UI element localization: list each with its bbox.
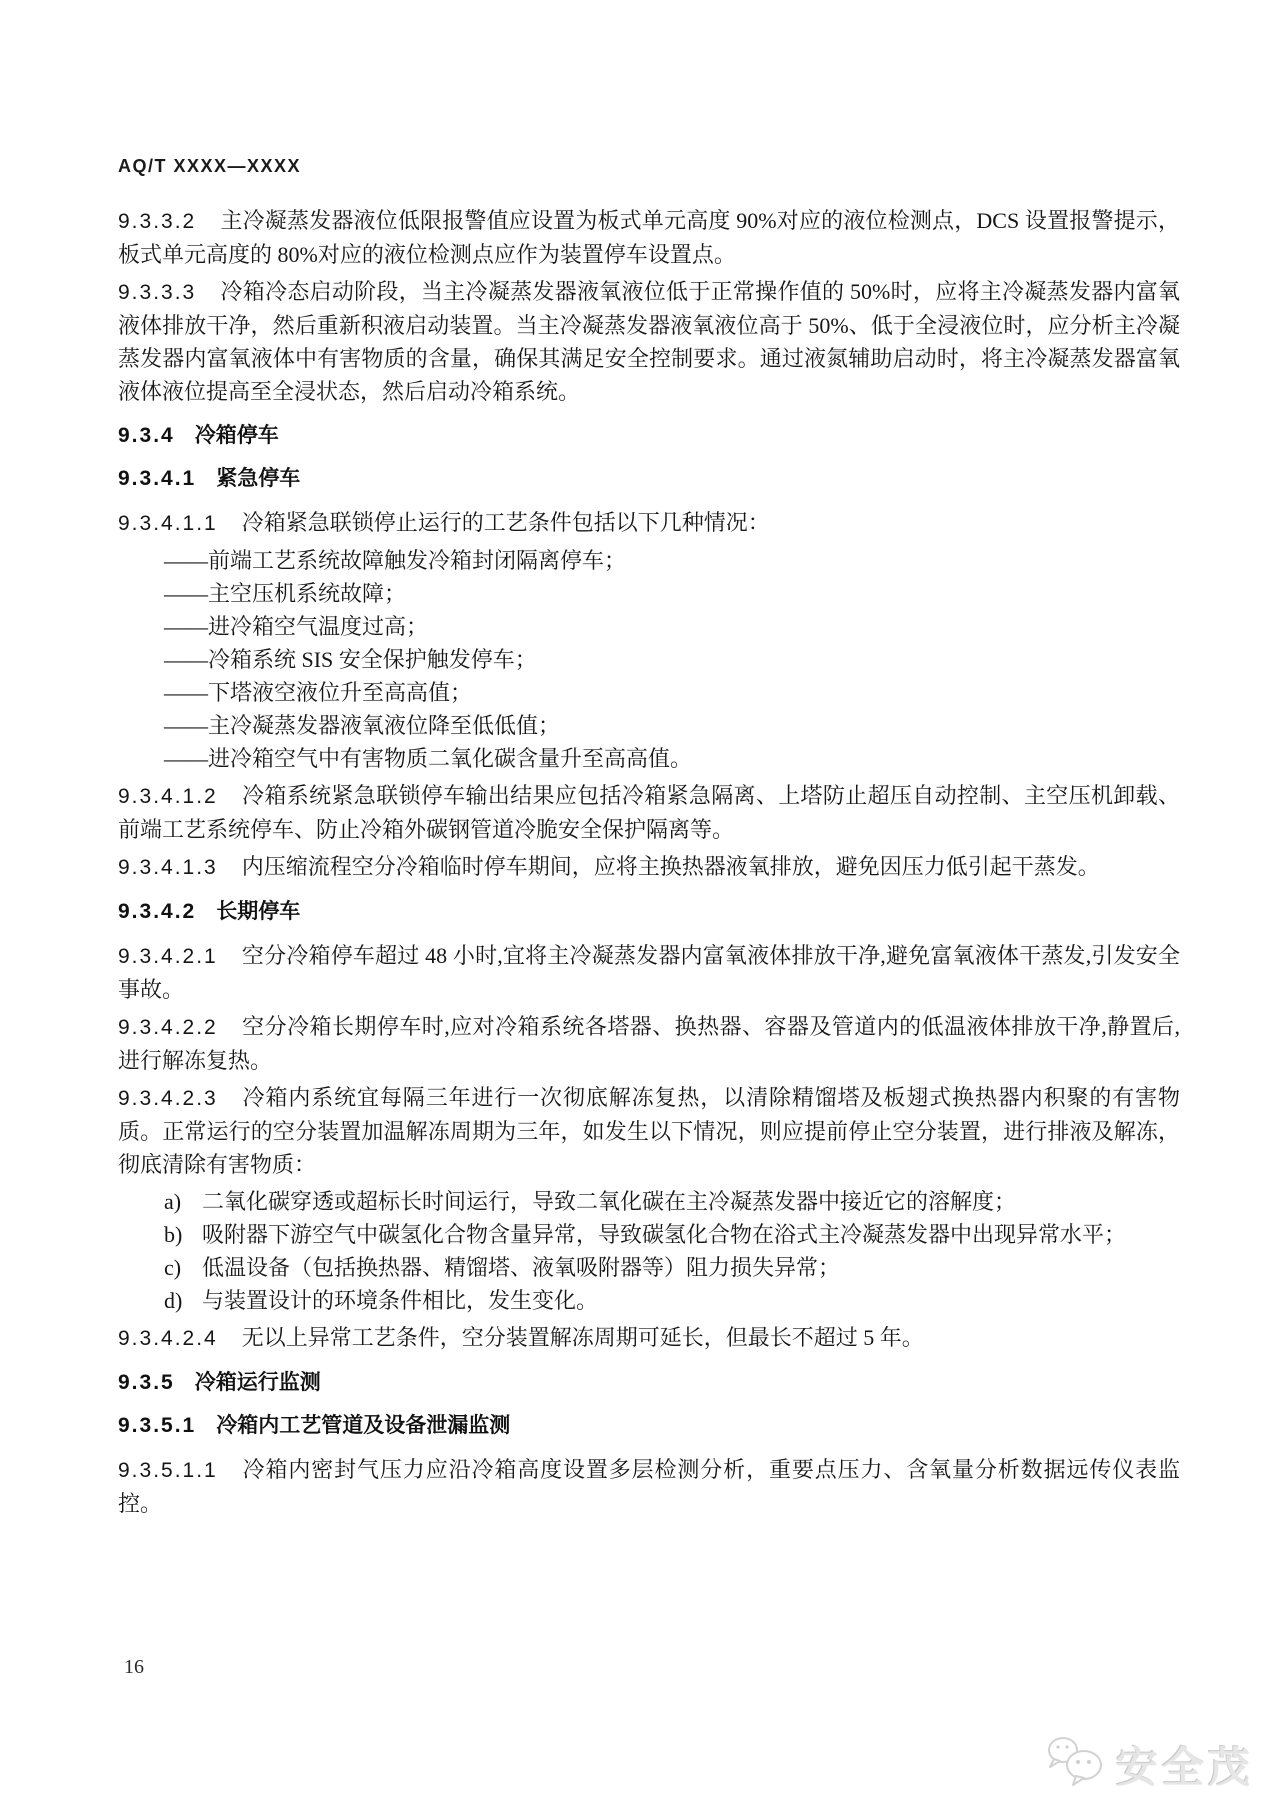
clause-93424 bbox=[118, 1321, 1180, 1355]
list-item-c bbox=[118, 1251, 1180, 1284]
heading-9341 bbox=[118, 464, 1180, 494]
clause-text: 空分冷箱长期停车时,应对冷箱系统各塔器、换热器、容器及管道内的低温液体排放干净,静置后,进行解冻复热。 bbox=[118, 1014, 1180, 1073]
list-item: ——进冷箱空气中有害物质二氧化碳含量升至高高值。 bbox=[164, 746, 693, 771]
heading-number: 9.3.5 bbox=[118, 1371, 175, 1394]
list-item: ——前端工艺系统故障触发冷箱封闭隔离停车； bbox=[164, 548, 627, 573]
clause-93423 bbox=[118, 1081, 1180, 1181]
list-item: ——主空压机系统故障； bbox=[164, 581, 407, 606]
heading-text: 冷箱停车 bbox=[194, 424, 279, 447]
clause-93421 bbox=[118, 939, 1180, 1006]
clause-number: 9.3.4.2.2 bbox=[118, 1016, 218, 1039]
watermark-text: 安全茂 bbox=[1115, 1743, 1254, 1791]
page-number: 16 bbox=[124, 1656, 144, 1678]
clause-9333 bbox=[118, 275, 1180, 408]
list-marker: d) bbox=[164, 1288, 183, 1313]
heading-text: 紧急停车 bbox=[216, 467, 301, 490]
list-item: ——进冷箱空气温度过高； bbox=[164, 614, 429, 639]
clause-number: 9.3.3.3 bbox=[118, 281, 197, 304]
clause-text: 内压缩流程空分冷箱临时停车期间，应将主换热器液氧排放，避免因压力低引起干蒸发。 bbox=[241, 854, 1100, 879]
list-marker: a) bbox=[164, 1189, 182, 1214]
list-text: 二氧化碳穿透或超标长时间运行，导致二氧化碳在主冷凝蒸发器中接近它的溶解度； bbox=[202, 1189, 1017, 1214]
list-item-b bbox=[118, 1218, 1180, 1251]
heading-text: 冷箱运行监测 bbox=[194, 1371, 321, 1394]
clause-text: 冷箱内系统宜每隔三年进行一次彻底解冻复热，以清除精馏塔及板翅式换热器内积聚的有害物质。正常运行的空分装置加温解冻周期为三年，如发生以下情况，则应提前停止空分装置，进行排液及解冻，彻底清除有害物质： bbox=[118, 1085, 1180, 1177]
list-item: ——主冷凝蒸发器液氧液位降至低低值； bbox=[164, 713, 561, 738]
list-item-d bbox=[118, 1284, 1180, 1317]
document-content bbox=[118, 0, 1180, 1524]
list-text: 低温设备（包括换热器、精馏塔、液氧吸附器等）阻力损失异常； bbox=[202, 1255, 841, 1280]
heading-text: 冷箱内工艺管道及设备泄漏监测 bbox=[216, 1414, 511, 1437]
clause-number: 9.3.4.1.2 bbox=[118, 785, 218, 808]
clause-93411 bbox=[118, 506, 1180, 540]
clause-text: 冷箱紧急联锁停止运行的工艺条件包括以下几种情况： bbox=[241, 510, 770, 535]
list-item: ——冷箱系统 SIS 安全保护触发停车； bbox=[164, 647, 537, 672]
heading-934 bbox=[118, 421, 1180, 451]
clause-text: 冷箱内密封气压力应沿冷箱高度设置多层检测分析，重要点压力、含氧量分析数据远传仪表监控。 bbox=[118, 1457, 1180, 1516]
heading-9351 bbox=[118, 1411, 1180, 1441]
heading-number: 9.3.4.2 bbox=[118, 900, 197, 923]
watermark bbox=[1046, 1734, 1254, 1795]
clause-number: 9.3.5.1.1 bbox=[118, 1459, 218, 1482]
heading-number: 9.3.4 bbox=[118, 424, 175, 447]
heading-935 bbox=[118, 1368, 1180, 1398]
list-marker: b) bbox=[164, 1222, 183, 1247]
heading-number: 9.3.4.1 bbox=[118, 467, 197, 490]
heading-text: 长期停车 bbox=[216, 900, 301, 923]
clause-93511 bbox=[118, 1453, 1180, 1520]
clause-number: 9.3.4.2.4 bbox=[118, 1327, 218, 1350]
clause-text: 主冷凝蒸发器液位低限报警值应设置为板式单元高度 90%对应的液位检测点，DCS 设置报警提示，板式单元高度的 80%对应的液位检测点应作为装置停车设置点。 bbox=[118, 208, 1180, 267]
wechat-icon bbox=[1046, 1734, 1108, 1795]
clause-93412 bbox=[118, 779, 1180, 846]
document-header: AQ/T XXXX—XXXX bbox=[118, 156, 302, 176]
clause-number: 9.3.3.2 bbox=[118, 210, 197, 233]
list-text: 与装置设计的环境条件相比，发生变化。 bbox=[202, 1288, 599, 1313]
clause-text: 冷箱系统紧急联锁停车输出结果应包括冷箱紧急隔离、上塔防止超压自动控制、主空压机卸载、前端工艺系统停车、防止冷箱外碳钢管道冷脆安全保护隔离等。 bbox=[118, 783, 1180, 842]
clause-93413 bbox=[118, 850, 1180, 884]
clause-93422 bbox=[118, 1010, 1180, 1077]
clause-number: 9.3.4.2.3 bbox=[118, 1087, 218, 1110]
clause-number: 9.3.4.1.3 bbox=[118, 856, 218, 879]
list-item: ——下塔液空液位升至高高值； bbox=[164, 680, 473, 705]
list-text: 吸附器下游空气中碳氢化合物含量异常，导致碳氢化合物在浴式主冷凝蒸发器中出现异常水平； bbox=[202, 1222, 1127, 1247]
clause-number: 9.3.4.2.1 bbox=[118, 945, 218, 968]
heading-9342 bbox=[118, 897, 1180, 927]
clause-number: 9.3.4.1.1 bbox=[118, 512, 218, 535]
clause-text: 空分冷箱停车超过 48 小时,宜将主冷凝蒸发器内富氧液体排放干净,避免富氧液体干蒸发,引发安全事故。 bbox=[118, 943, 1180, 1002]
clause-text: 冷箱冷态启动阶段，当主冷凝蒸发器液氧液位低于正常操作值的 50%时，应将主冷凝蒸发器内富氧液体排放干净，然后重新积液启动装置。当主冷凝蒸发器液氧液位高于 50%、低于全浸液位时，应分析主冷凝蒸发器内富氧液体中有害物质的含量，确保其满足安全控制要求。通过液氮辅助启动时，将主冷凝蒸发器富氧液体液位提高至全浸状态，然后启动冷箱系统。 bbox=[118, 279, 1180, 404]
heading-number: 9.3.5.1 bbox=[118, 1414, 197, 1437]
clause-text: 无以上异常工艺条件，空分装置解冻周期可延长，但最长不超过 5 年。 bbox=[241, 1325, 924, 1350]
clause-9332 bbox=[118, 204, 1180, 271]
list-item-a bbox=[118, 1185, 1180, 1218]
list-marker: c) bbox=[164, 1255, 182, 1280]
